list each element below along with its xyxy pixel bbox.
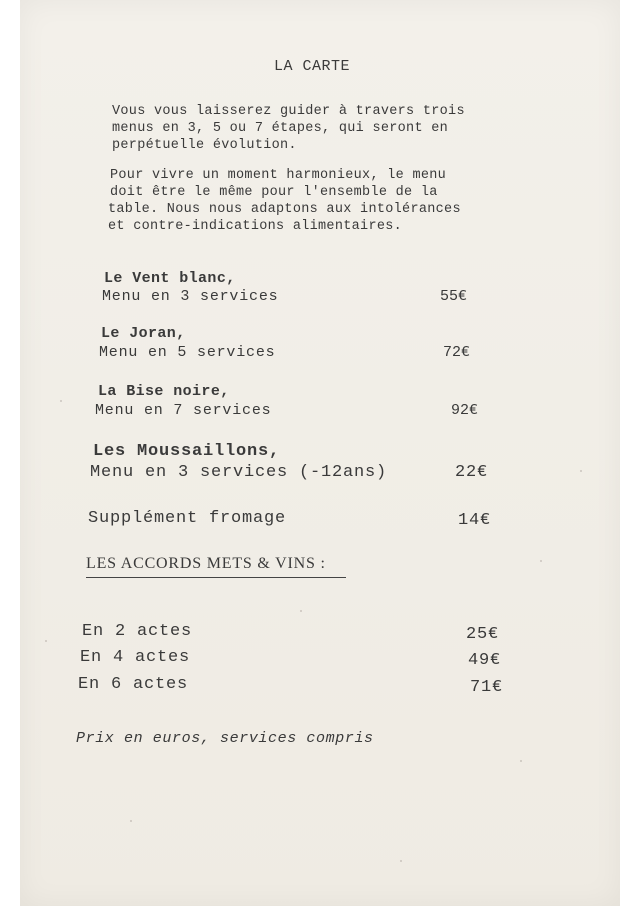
menu-item-description: Menu en 3 services (-12ans) [90, 463, 388, 482]
supplement-price: 14€ [458, 511, 492, 530]
pairings-heading-underline [86, 577, 346, 578]
paper-speck [540, 560, 542, 562]
menu-item-name: La Bise noire, [98, 383, 230, 400]
intro-line: table. Nous nous adaptons aux intolérances [108, 202, 461, 217]
paper-speck [580, 470, 582, 472]
menu-item-description: Menu en 5 services [99, 344, 276, 361]
intro-line: menus en 3, 5 ou 7 étapes, qui seront en [112, 121, 449, 136]
pairing-price: 71€ [470, 678, 504, 697]
footer-note: Prix en euros, services compris [76, 730, 374, 747]
intro-line: Pour vivre un moment harmonieux, le menu [110, 168, 447, 183]
menu-item-price: 72€ [443, 344, 471, 361]
pairing-label: En 4 actes [80, 648, 191, 667]
pairing-price: 49€ [468, 651, 502, 670]
menu-item-name: Le Joran, [101, 325, 186, 342]
paper-speck [130, 820, 132, 822]
menu-item-name: Le Vent blanc, [104, 270, 236, 287]
intro-line: et contre-indications alimentaires. [108, 219, 403, 234]
pairing-price: 25€ [466, 625, 500, 644]
intro-line: Vous vous laisserez guider à travers trois [112, 104, 465, 119]
menu-item-price: 92€ [451, 402, 479, 419]
menu-item-description: Menu en 7 services [95, 402, 272, 419]
menu-item-description: Menu en 3 services [102, 288, 279, 305]
intro-line: doit être le même pour l'ensemble de la [110, 185, 438, 200]
paper-speck [520, 760, 522, 762]
menu-item-price: 22€ [455, 463, 489, 482]
menu-item-price: 55€ [440, 288, 468, 305]
paper-speck [300, 610, 302, 612]
menu-title: LA CARTE [274, 58, 351, 75]
pairings-heading: LES ACCORDS METS & VINS : [86, 555, 326, 572]
supplement-label: Supplément fromage [88, 509, 287, 528]
intro-line: perpétuelle évolution. [112, 138, 297, 153]
paper-speck [60, 400, 62, 402]
paper-speck [400, 860, 402, 862]
paper-speck [45, 640, 47, 642]
menu-item-name: Les Moussaillons, [93, 442, 281, 461]
pairing-label: En 2 actes [82, 622, 193, 641]
pairing-label: En 6 actes [78, 675, 189, 694]
